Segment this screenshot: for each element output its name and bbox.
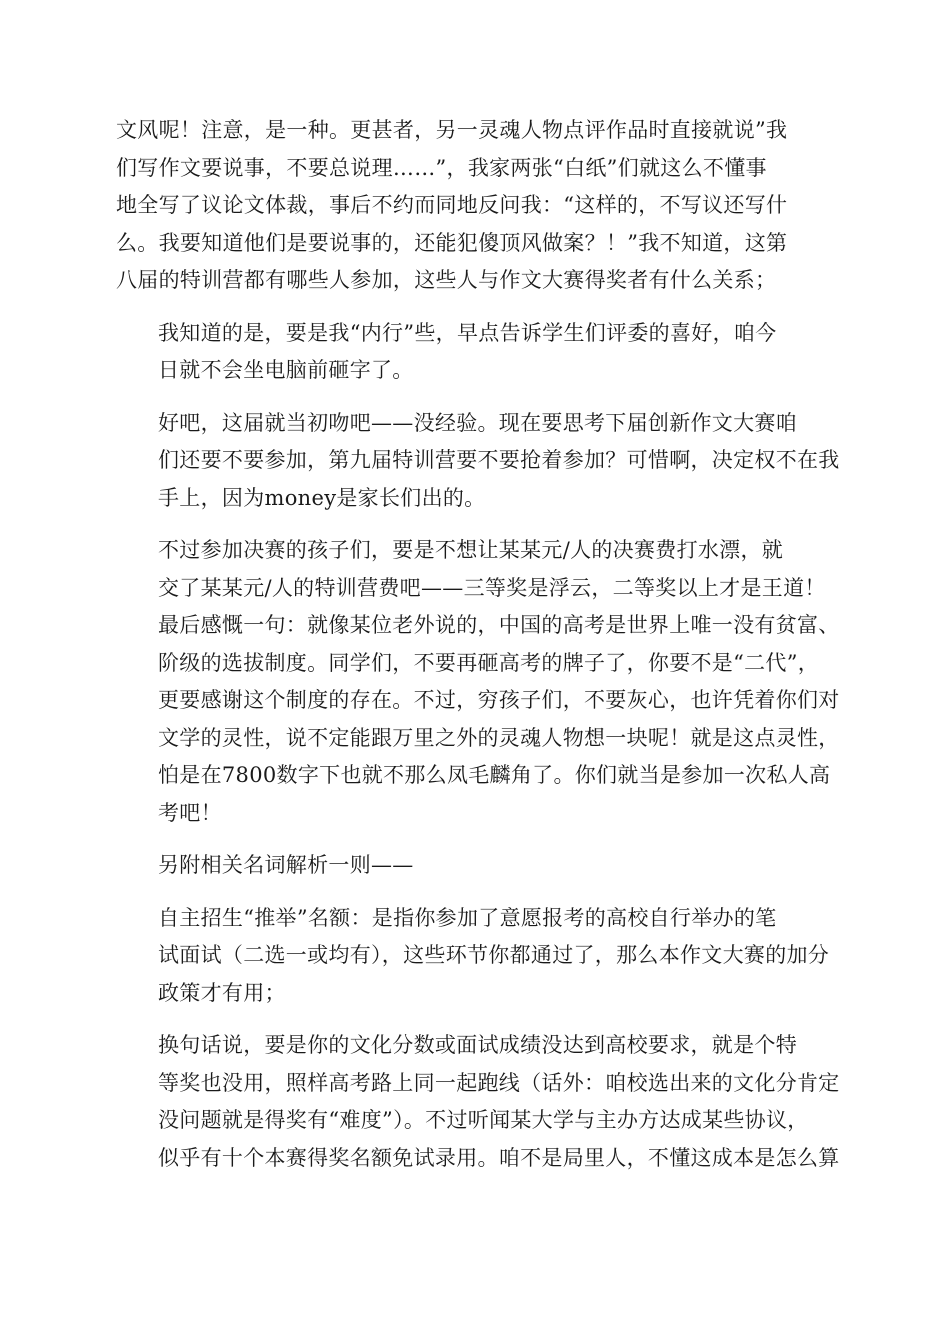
text-line: 似乎有十个本赛得奖名额免试录用。咱不是局里人，不懂这成本是怎么算 <box>158 1145 840 1170</box>
document-page <box>116 112 840 1192</box>
text-line: 考吧！ <box>158 800 222 825</box>
text-line: 我知道的是，要是我“内行”些，早点告诉学生们评委的喜好，咱今 <box>158 320 777 345</box>
text-line: 们写作文要说事，不要总说理……”，我家两张“白纸”们就这么不懂事 <box>116 155 767 180</box>
text-line: 八届的特训营都有哪些人参加，这些人与作文大赛得奖者有什么关系； <box>116 268 777 292</box>
paragraph <box>116 532 840 832</box>
text-line: 换句话说，要是你的文化分数或面试成绩没达到高校要求，就是个特 <box>158 1033 797 1057</box>
text-line: 试面试（二选一或均有），这些环节你都通过了，那么本作文大赛的加分 <box>158 943 830 967</box>
text-line: 阶级的选拔制度。同学们，不要再砸高考的牌子了，你要不是“二代”， <box>158 650 820 675</box>
text-line: 没问题就是得奖有“难度”）。不过听闻某大学与主办方达成某些协议， <box>158 1108 809 1132</box>
text-line: 文学的灵性，说不定能跟万里之外的灵魂人物想一块呢！就是这点灵性， <box>158 725 840 750</box>
paragraph <box>116 900 836 1013</box>
text-line: 自主招生“推举”名额：是指你参加了意愿报考的高校自行举办的笔 <box>158 905 777 930</box>
text-line: 交了某某元/人的特训营费吧——三等奖是浮云，二等奖以上才是王道！ <box>158 575 826 600</box>
text-line: 最后感慨一句：就像某位老外说的，中国的高考是世界上唯一没有贫富、 <box>158 613 840 637</box>
text-line: 等奖也没用，照样高考路上同一起跑线（话外：咱校选出来的文化分肯定 <box>158 1070 840 1095</box>
paragraph <box>116 315 836 390</box>
text-line: 手上，因为money是家长们出的。 <box>158 485 486 510</box>
text-line: 另附相关名词解析一则—— <box>158 853 414 877</box>
text-line: 怕是在7800数字下也就不那么凤毛麟角了。你们就当是参加一次私人高 <box>158 763 831 787</box>
paragraph <box>116 1027 840 1177</box>
paragraph <box>116 112 836 300</box>
text-line: 么。我要知道他们是要说事的，还能犯傻顶风做案？！”我不知道，这第 <box>116 230 788 255</box>
text-line: 政策才有用； <box>158 980 286 1005</box>
text-line: 更要感谢这个制度的存在。不过，穷孩子们，不要灰心，也许凭着你们对 <box>158 688 840 712</box>
text-line: 不过参加决赛的孩子们，要是不想让某某元/人的决赛费打水漂，就 <box>158 538 784 562</box>
text-line: 文风呢！注意，是一种。更甚者，另一灵魂人物点评作品时直接就说”我 <box>116 118 788 142</box>
text-line: 日就不会坐电脑前砸字了。 <box>158 358 414 382</box>
paragraph <box>116 405 840 518</box>
paragraph <box>116 847 836 885</box>
text-line: 们还要不要参加，第九届特训营要不要抢着参加？可惜啊，决定权不在我 <box>158 448 840 472</box>
text-line: 地全写了议论文体裁，事后不约而同地反问我：“这样的，不写议还写什 <box>116 193 788 217</box>
text-line: 好吧，这届就当初吻吧——没经验。现在要思考下届创新作文大赛咱 <box>158 410 797 435</box>
